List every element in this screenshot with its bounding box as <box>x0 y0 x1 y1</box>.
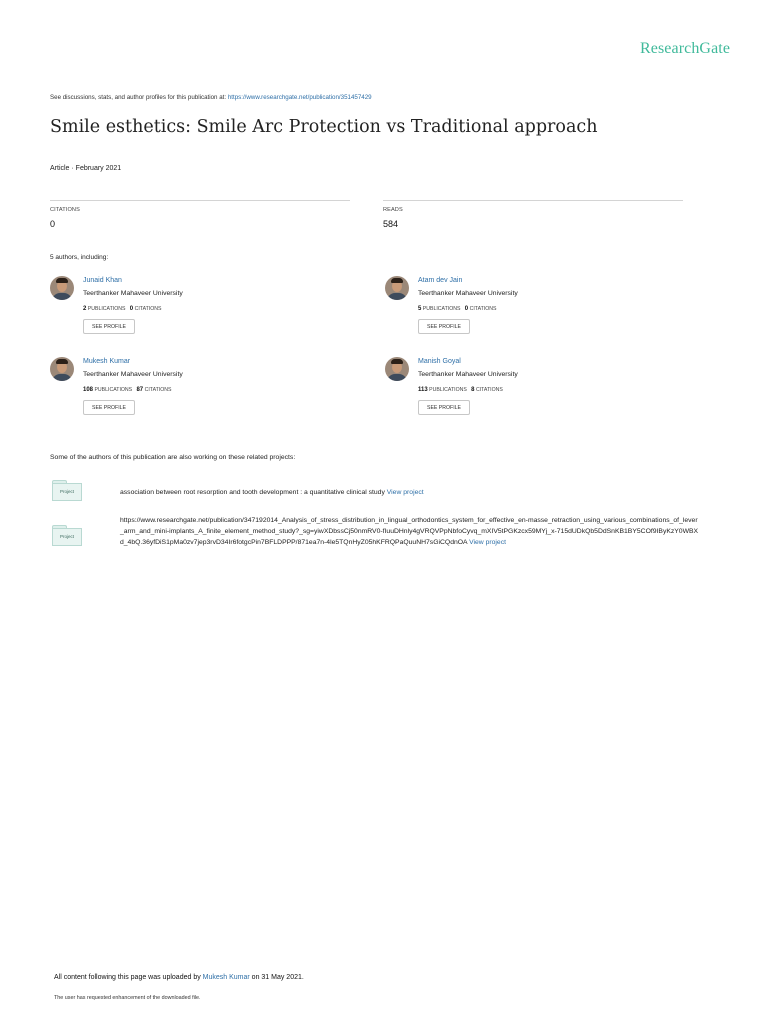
publications-label: PUBLICATIONS <box>429 387 467 393</box>
view-project-link[interactable]: View project <box>386 489 424 496</box>
citations-count: 87 <box>136 387 144 393</box>
upload-note-prefix: All content following this page was uploaded by <box>54 974 203 981</box>
avatar[interactable] <box>385 276 409 300</box>
author-card <box>50 357 350 427</box>
citations-count: 8 <box>471 387 475 393</box>
citations-count: 0 <box>129 306 134 312</box>
author-affiliation: Teerthanker Mahaveer University <box>83 371 183 378</box>
authors-heading: 5 authors, including: <box>50 254 109 261</box>
publications-label: PUBLICATIONS <box>87 306 126 312</box>
avatar[interactable] <box>385 357 409 381</box>
see-profile-button[interactable]: SEE PROFILE <box>418 400 470 415</box>
project-title: https://www.researchgate.net/publication/347192014_Analysis_of_stress_distribution_in_lingual_orthodontics_system_for_effective_en-masse_retraction_using_various_combinations_of_lever_arm_and_mini-implants_A_finite_element_method_study?_sg=yiwXDbssCj50nmRV0-fIuuDHnly4gVRQVPpNbfoCyvq_mXIV5tPGKzcx59MYj_x-715dUDkQb5DdSnKB1BY5COf9IByKzY0WBXd_4bQ.36yfDiS1pMa0zv7jep3rvD34Ir6fotgcPin7BFLDPPP/871ea7n-4le5TQnHyZ05hKFRQPaQuuNH7sGiCQdnOA <box>120 517 699 546</box>
see-profile-button[interactable]: SEE PROFILE <box>83 400 135 415</box>
related-projects-heading: Some of the authors of this publication are also working on these related projects: <box>50 454 296 461</box>
author-card <box>385 357 685 427</box>
author-counts <box>418 387 503 393</box>
publications-count: 108 <box>83 387 94 393</box>
citations-label: CITATIONS <box>469 306 497 312</box>
author-counts <box>418 306 497 312</box>
view-project-link[interactable]: View project <box>469 539 506 546</box>
upload-note <box>54 974 304 981</box>
enhancement-note: The user has requested enhancement of the downloaded file. <box>54 995 201 1001</box>
citations-label: CITATIONS <box>144 387 172 393</box>
citations-label: CITATIONS <box>50 207 80 213</box>
discussions-note <box>50 94 372 101</box>
citations-divider <box>50 200 350 201</box>
publications-label: PUBLICATIONS <box>94 387 133 393</box>
publication-title: Smile esthetics: Smile Arc Protection vs Traditional approach <box>50 117 598 137</box>
author-affiliation: Teerthanker Mahaveer University <box>83 290 183 297</box>
publications-count: 2 <box>83 306 87 312</box>
see-profile-button[interactable]: SEE PROFILE <box>418 319 470 334</box>
project-icon-label: Project <box>52 528 82 546</box>
discussions-note-text: See discussions, stats, and author profiles for this publication at: <box>50 94 228 101</box>
avatar[interactable] <box>50 357 74 381</box>
author-counts <box>83 387 172 393</box>
project-icon-label: Project <box>52 483 82 501</box>
avatar[interactable] <box>50 276 74 300</box>
citations-label: CITATIONS <box>475 387 503 393</box>
project-folder-icon[interactable] <box>52 525 82 545</box>
reads-label: READS <box>383 207 403 213</box>
author-name[interactable]: Junaid Khan <box>83 277 122 284</box>
citations-count: 0 <box>464 306 469 312</box>
author-name[interactable]: Manish Goyal <box>418 358 461 365</box>
publications-label: PUBLICATIONS <box>422 306 461 312</box>
reads-value: 584 <box>383 219 399 229</box>
author-affiliation: Teerthanker Mahaveer University <box>418 290 518 297</box>
publications-count: 5 <box>418 306 422 312</box>
project-title: association between root resorption and tooth development : a quantitative clinical study <box>120 489 387 496</box>
researchgate-logo[interactable]: ResearchGate <box>640 40 731 57</box>
author-name[interactable]: Mukesh Kumar <box>83 358 131 365</box>
author-card <box>50 276 350 346</box>
reads-divider <box>383 200 683 201</box>
citations-value: 0 <box>50 219 56 229</box>
author-counts <box>83 306 162 312</box>
publications-count: 113 <box>418 387 428 393</box>
citations-label: CITATIONS <box>134 306 162 312</box>
uploader-link[interactable]: Mukesh Kumar <box>202 974 250 981</box>
see-profile-button[interactable]: SEE PROFILE <box>83 319 135 334</box>
publication-url-link[interactable]: https://www.researchgate.net/publication/351457429 <box>227 94 372 101</box>
article-type-date: Article · February 2021 <box>50 165 122 172</box>
author-card <box>385 276 685 346</box>
project-item <box>120 515 700 548</box>
upload-note-suffix: on 31 May 2021. <box>249 974 304 981</box>
project-item <box>120 487 720 498</box>
author-affiliation: Teerthanker Mahaveer University <box>418 371 518 378</box>
project-folder-icon[interactable] <box>52 480 82 500</box>
author-name[interactable]: Atam dev Jain <box>418 277 463 284</box>
